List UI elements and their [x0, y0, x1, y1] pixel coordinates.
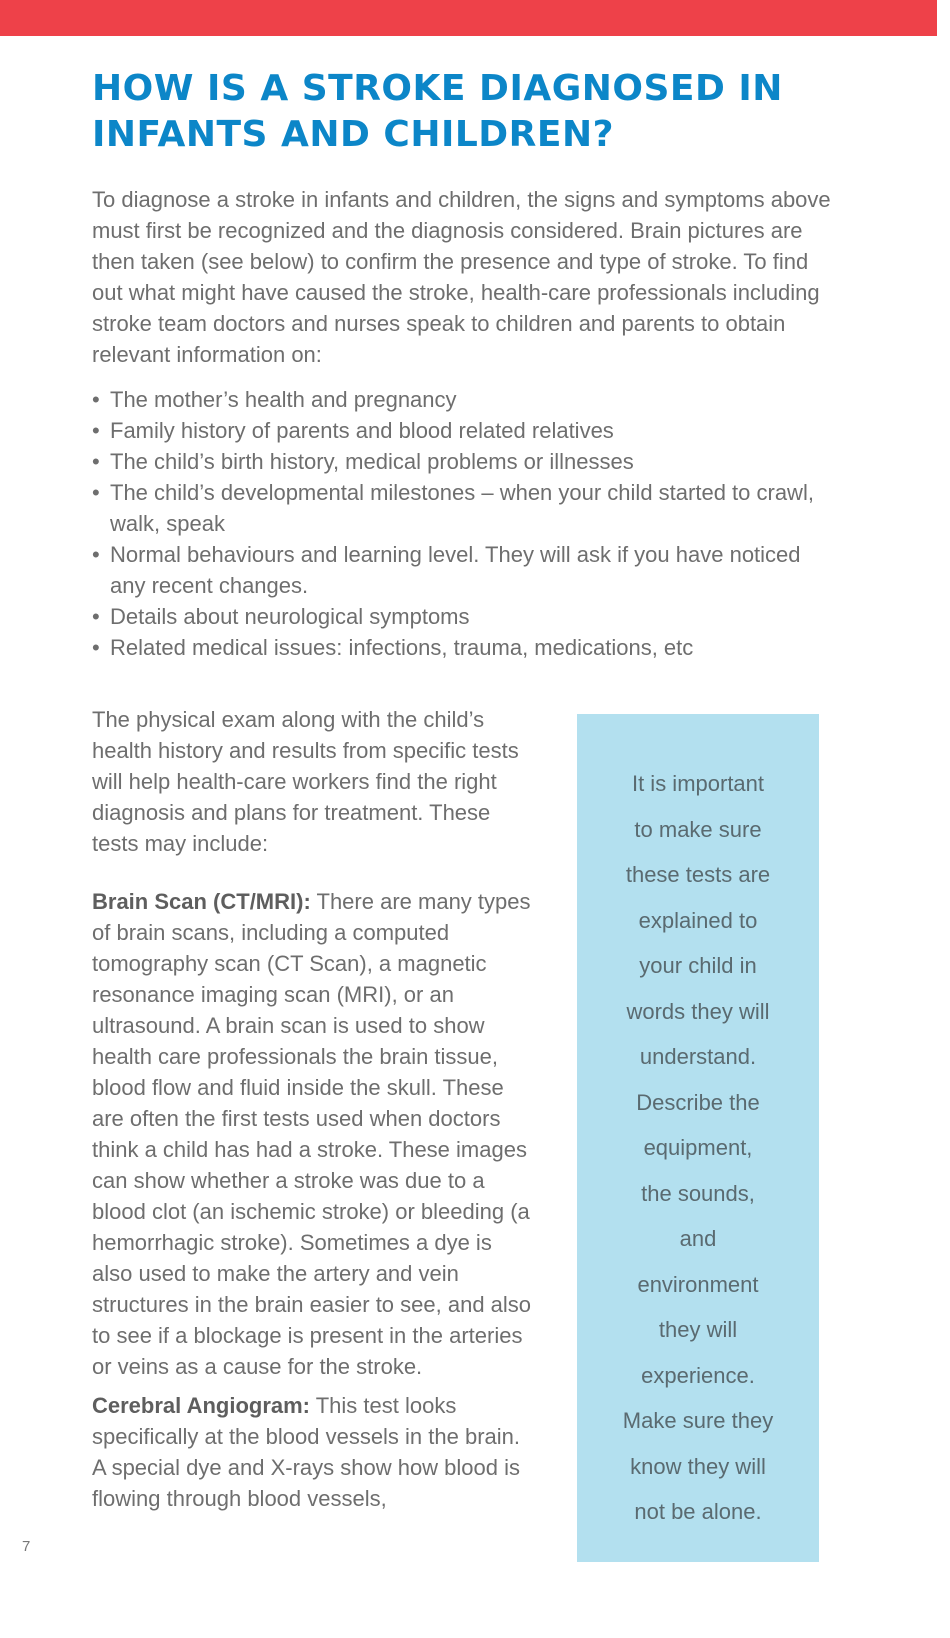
list-item: • The child’s birth history, medical problems or illnesses [92, 446, 832, 477]
callout-line: not be alone. [634, 1499, 762, 1524]
callout-line: equipment, [643, 1135, 753, 1160]
list-item: • Related medical issues: infections, trauma, medications, etc [92, 632, 832, 663]
tip-callout-box [577, 714, 819, 1562]
callout-line: experience. [641, 1362, 755, 1388]
brain-scan-text: There are many types of brain scans, including a computed tomography scan (CT Scan), a magnetic resonance imaging scan (MRI), or an ultrasound. A brain scan is used to show health care professionals the brain tissue, blood flow and fluid inside the skull. These are often the first tests used when doctors think a child has had a stroke. These images can show whether a stroke was due to a blood clot (an ischemic stroke) or bleeding (a hemorrhagic stroke). Sometimes a dye is also used to make the artery and vein structures in the brain easier to see, and also to see if a blockage is present in the arteries or veins as a cause for the stroke. [92, 889, 532, 1379]
callout-line: Describe the [636, 1089, 760, 1115]
callout-line: It is important [631, 771, 765, 796]
list-item: • Details about neurological symptoms [92, 601, 832, 632]
angiogram-text: This test looks specifically at the blood vessels in the brain. A special dye and X-rays show how blood is flowing through blood vessels, [92, 1393, 521, 1511]
list-item: • The child’s developmental milestones – when your child started to crawl, walk, speak [92, 477, 832, 539]
callout-line: the sounds, [641, 1180, 755, 1206]
list-item: • The mother’s health and pregnancy [92, 384, 832, 415]
info-bullet-list [92, 384, 832, 663]
page-title: HOW IS A STROKE DIAGNOSED IN INFANTS AND CHILDREN? [92, 68, 783, 155]
callout-line: words they will [626, 998, 770, 1024]
intro-paragraph: To diagnose a stroke in infants and children, the signs and symptoms above must first be recognized and the diagnosis considered. Brain pictures are then taken (see below) to confirm the presence and type of stroke. To find out what might have caused the stroke, health-care professionals including stroke team doctors and nurses speak to children and parents to obtain relevant information on: [92, 187, 831, 367]
callout-line: explained to [638, 907, 758, 933]
callout-line: your child in [639, 953, 757, 978]
callout-line: these tests are [625, 862, 771, 887]
exam-paragraph: The physical exam along with the child’s health history and results from specific tests will help health-care workers find the right diagnosis and plans for treatment. These tests may include: [92, 707, 519, 856]
tests-column [92, 704, 537, 1514]
callout-line: to make sure [634, 816, 762, 842]
brain-scan-paragraph [92, 886, 537, 1382]
list-item: • Family history of parents and blood related relatives [92, 415, 832, 446]
top-accent-bar [0, 0, 937, 36]
callout-line: know they will [630, 1453, 766, 1479]
callout-line: and [679, 1226, 717, 1251]
callout-line: Make sure they [622, 1408, 774, 1433]
list-item: • Normal behaviours and learning level. They will ask if you have noticed any recent changes. [92, 539, 832, 601]
angiogram-term: Cerebral Angiogram: [92, 1393, 311, 1418]
callout-line: environment [637, 1271, 759, 1297]
brain-scan-term: Brain Scan (CT/MRI): [92, 889, 311, 914]
angiogram-paragraph [92, 1390, 537, 1514]
callout-line: understand. [639, 1044, 757, 1069]
callout-line: they will [658, 1317, 738, 1342]
page-number: 7 [22, 1538, 31, 1555]
